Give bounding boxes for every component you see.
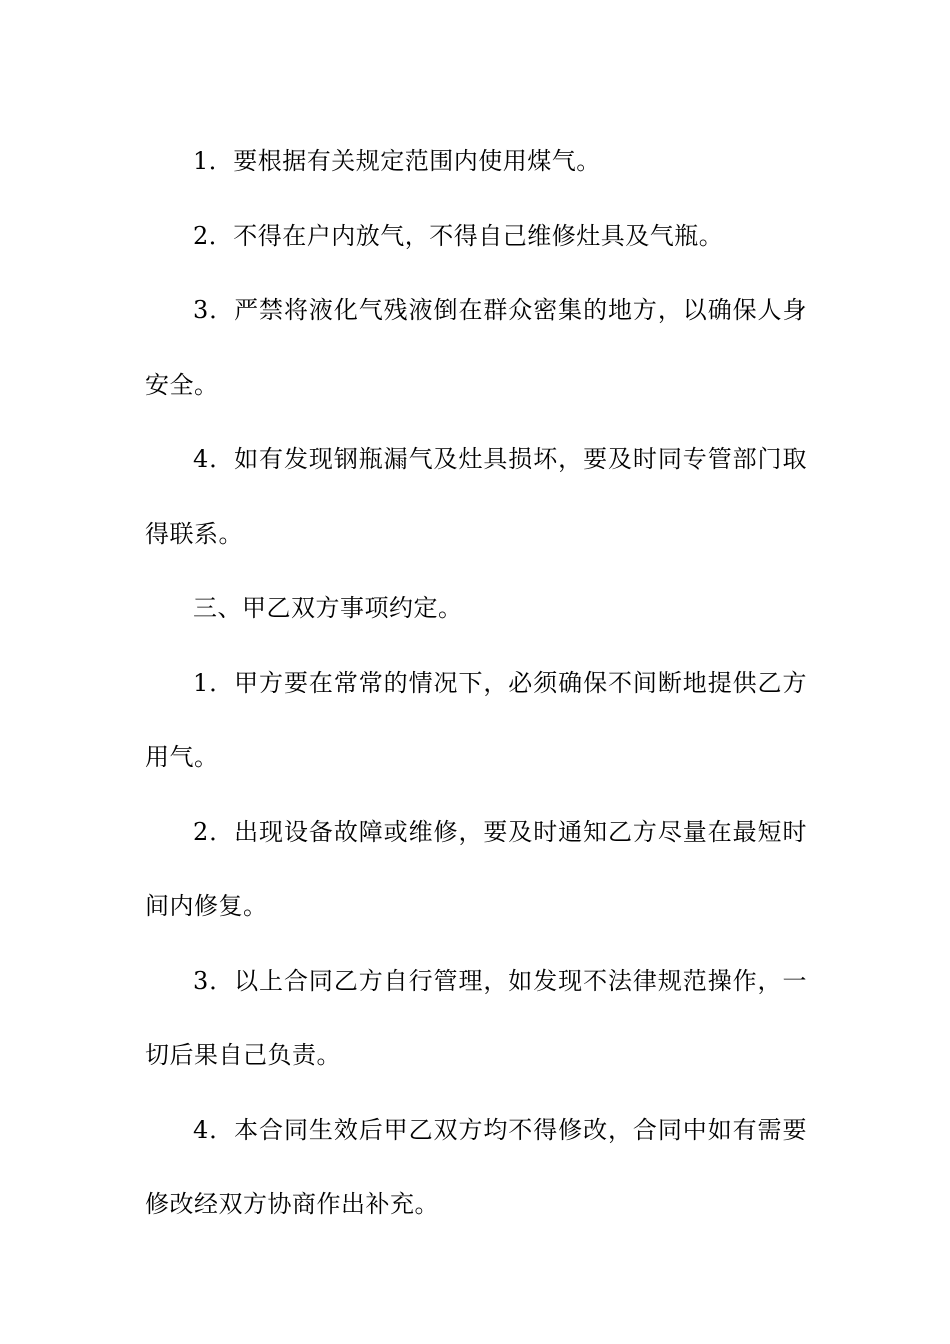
paragraph-agreement-2: 2．出现设备故障或维修，要及时通知乙方尽量在最短时间内修复。 — [145, 817, 807, 920]
paragraph-usage-rule-4: 4．如有发现钢瓶漏气及灶具损坏，要及时同专管部门取得联系。 — [145, 445, 807, 548]
paragraph-agreement-1: 1．甲方要在常常的情况下，必须确保不间断地提供乙方用气。 — [145, 668, 807, 771]
paragraph-usage-rule-1: 1．要根据有关规定范围内使用煤气。 — [193, 147, 601, 175]
section-heading-mutual-agreement: 三、甲乙双方事项约定。 — [193, 594, 463, 622]
document-body — [145, 124, 807, 1242]
paragraph-usage-rule-2: 2．不得在户内放气，不得自己维修灶具及气瓶。 — [193, 221, 724, 250]
paragraph-agreement-4: 4．本合同生效后甲乙双方均不得修改，合同中如有需要修改经双方协商作出补充。 — [145, 1115, 807, 1218]
paragraph-usage-rule-3: 3．严禁将液化气残液倒在群众密集的地方，以确保人身安全。 — [145, 296, 807, 399]
paragraph-agreement-3: 3．以上合同乙方自行管理，如发现不法律规范操作，一切后果自己负责。 — [145, 966, 807, 1069]
